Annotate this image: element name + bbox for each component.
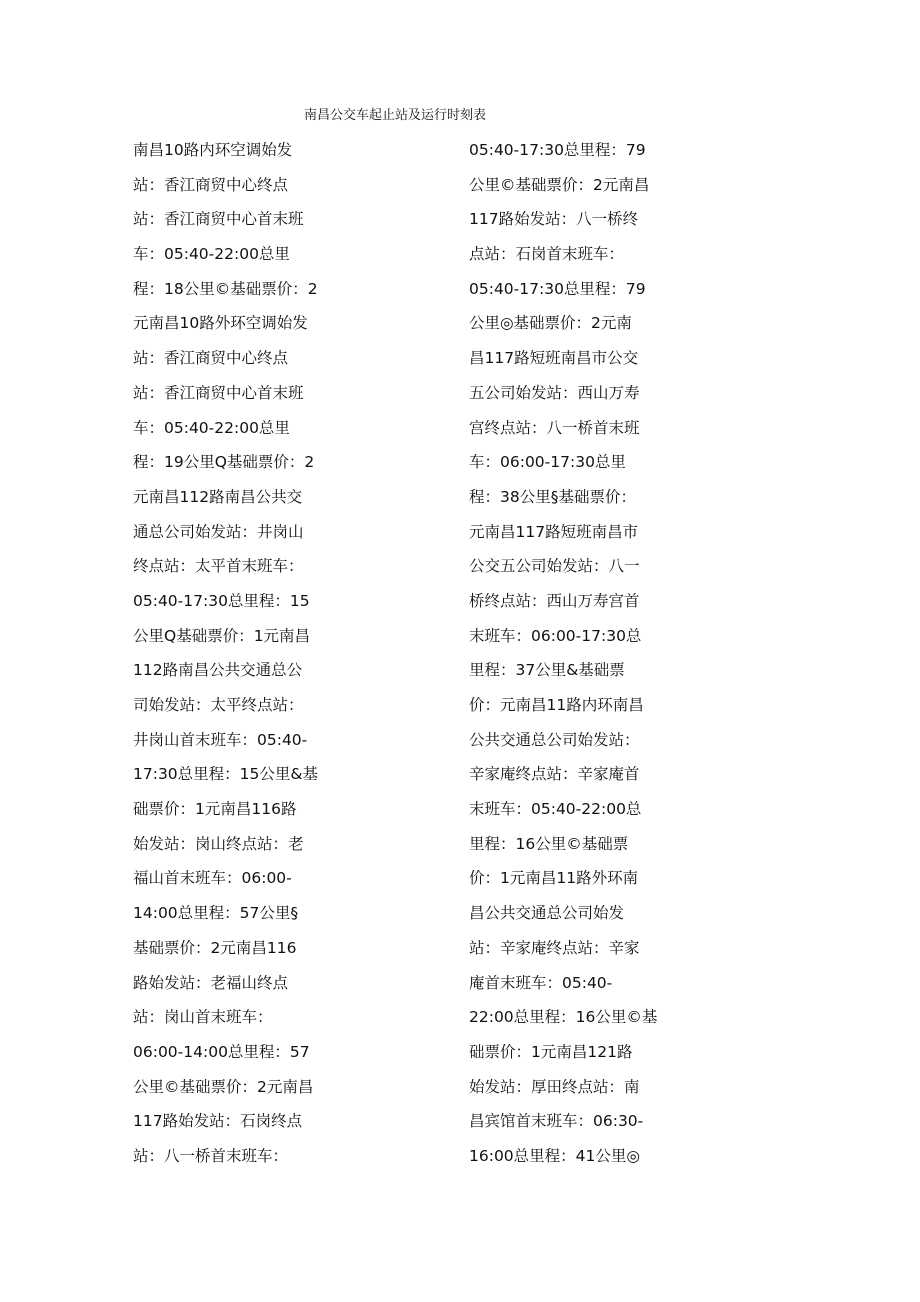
text-line: 车：05:40-22:00总里 <box>133 245 290 264</box>
text-line: 末班车：05:40-22:00总 <box>469 800 642 819</box>
left-text-column <box>133 133 333 1174</box>
text-line: 公交五公司始发站：八一 <box>469 557 640 576</box>
text-line: 始发站：岗山终点站：老 <box>133 834 304 853</box>
right-text-column <box>469 133 669 1174</box>
text-line: 井岗山首末班车：05:40- <box>133 730 308 749</box>
text-line: 车：05:40-22:00总里 <box>133 418 290 437</box>
text-line: 06:00-14:00总里程：57 <box>133 1042 310 1061</box>
text-line: 价：元南昌11路内环南昌 <box>469 696 644 714</box>
text-line: 程：18公里©基础票价：2 <box>133 279 318 298</box>
text-line: 辛家庵终点站：辛家庵首 <box>469 765 640 784</box>
text-line: 元南昌117路短班南昌市 <box>469 522 639 541</box>
text-line: 司始发站：太平终点站： <box>133 696 304 714</box>
text-line: 庵首末班车：05:40- <box>469 973 613 992</box>
text-line: 22:00总里程：16公里©基 <box>469 1008 658 1027</box>
text-line: 点站：石岗首末班车： <box>469 245 625 264</box>
text-line: 宫终点站：八一桥首末班 <box>469 418 640 437</box>
text-line: 昌117路短班南昌市公交 <box>469 349 639 368</box>
text-line: 元南昌10路外环空调始发 <box>133 314 308 333</box>
text-line: 公共交通总公司始发站： <box>469 730 640 749</box>
text-line: 始发站：厚田终点站：南 <box>469 1077 640 1096</box>
text-line: 通总公司始发站：井岗山 <box>133 522 304 541</box>
text-line: 公里©基础票价：2元南昌 <box>469 175 650 194</box>
text-line: 05:40-17:30总里程：79 <box>469 279 646 298</box>
text-line: 基础票价：2元南昌116 <box>133 938 297 957</box>
document-title: 南昌公交车起止站及运行时刻表 <box>303 108 486 123</box>
text-line: 五公司始发站：西山万寿 <box>469 383 640 402</box>
text-line: 站：香江商贸中心终点 <box>133 349 289 368</box>
text-line: 17:30总里程：15公里&基 <box>133 765 318 784</box>
text-line: 里程：37公里&基础票 <box>469 661 625 680</box>
text-line: 117路始发站：石岗终点 <box>133 1112 303 1131</box>
text-line: 福山首末班车：06:00- <box>133 869 292 888</box>
text-line: 16:00总里程：41公里◎ <box>469 1146 640 1165</box>
text-line: 站：香江商贸中心首末班 <box>133 210 304 229</box>
text-line: 14:00总里程：57公里§ <box>133 904 299 923</box>
text-line: 站：香江商贸中心终点 <box>133 175 289 194</box>
text-line: 05:40-17:30总里程：15 <box>133 591 310 610</box>
text-line: 里程：16公里©基础票 <box>469 834 629 853</box>
text-line: 112路南昌公共交通总公 <box>133 661 303 680</box>
text-line: 础票价：1元南昌116路 <box>133 800 297 819</box>
text-line: 元南昌112路南昌公共交 <box>133 487 303 506</box>
text-line: 桥终点站：西山万寿宫首 <box>469 591 640 610</box>
text-line: 末班车：06:00-17:30总 <box>469 626 642 645</box>
text-line: 站：八一桥首末班车： <box>133 1146 289 1165</box>
text-line: 终点站：太平首末班车： <box>133 557 304 576</box>
text-line: 公里Q基础票价：1元南昌 <box>133 626 311 645</box>
text-line: 昌宾馆首末班车：06:30- <box>469 1112 644 1131</box>
text-line: 站：香江商贸中心首末班 <box>133 383 304 402</box>
text-line: 路始发站：老福山终点 <box>133 973 289 992</box>
text-line: 117路始发站：八一桥终 <box>469 210 639 229</box>
text-line: 程：38公里§基础票价： <box>469 487 636 506</box>
text-line: 公里©基础票价：2元南昌 <box>133 1077 314 1096</box>
text-line: 昌公共交通总公司始发 <box>469 904 625 923</box>
text-line: 程：19公里Q基础票价：2 <box>133 453 315 472</box>
text-line: 公里◎基础票价：2元南 <box>469 314 632 333</box>
text-line: 车：06:00-17:30总里 <box>469 453 626 472</box>
text-line: 站：辛家庵终点站：辛家 <box>469 938 640 957</box>
text-line: 南昌10路内环空调始发 <box>133 141 293 159</box>
text-line: 站：岗山首末班车： <box>133 1008 273 1027</box>
text-line: 价：1元南昌11路外环南 <box>469 869 639 888</box>
text-line: 础票价：1元南昌121路 <box>469 1042 633 1061</box>
text-line: 05:40-17:30总里程：79 <box>469 141 646 159</box>
